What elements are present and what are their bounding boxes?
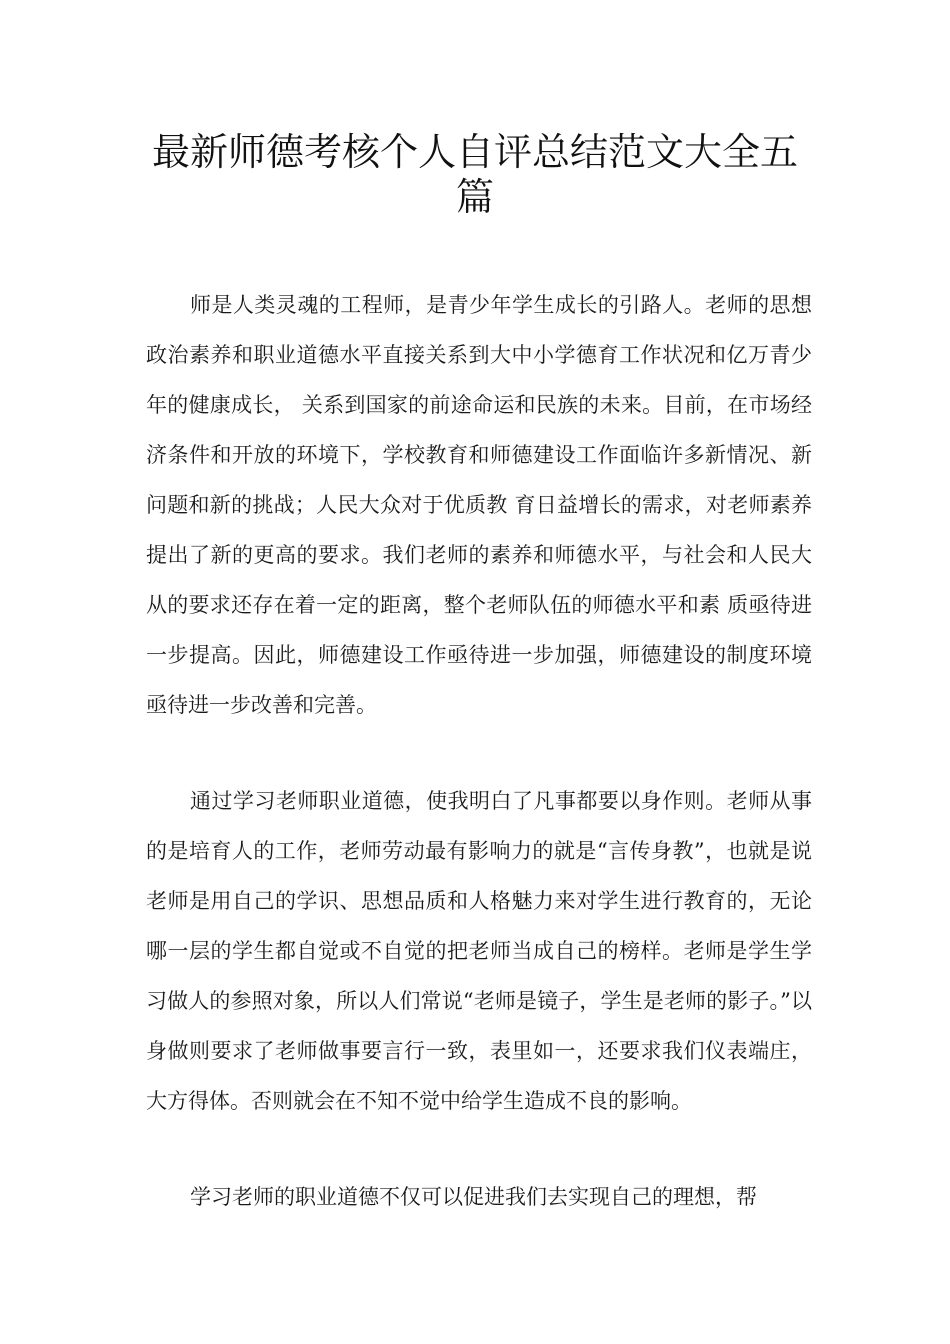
paragraph-1-block (146, 280, 812, 730)
paragraph-1: 师是人类灵魂的工程师，是青少年学生成长的引路人。老师的思想政治素养和职业道德水平直接关系到大中小学德育工作状况和亿万青少年的健康成长， 关系到国家的前途命运和民族的未来。目前，在市场经济条件和开放的环境下，学校教育和师德建设工作面临许多新情况、新问题和新的挑战；人民大众对于优质教 育日益增长的需求，对老师素养提出了新的更高的要求。我们老师的素养和师德水平，与社会和人民大从的要求还存在着一定的距离，整个老师队伍的师德水平和素 质亟待进一步提高。因此，师德建设工作亟待进一步加强，师德建设的制度环境亟待进一步改善和完善。 (146, 293, 812, 717)
paragraph-3: 学习老师的职业道德不仅可以促进我们去实现自己的理想，帮 (190, 1185, 757, 1209)
paragraph-2: 通过学习老师职业道德，使我明白了凡事都要以身作则。老师从事的是培育人的工作，老师劳动最有影响力的就是“言传身教”，也就是说老师是用自己的学识、思想品质和人格魅力来对学生进行教育的，无论哪一层的学生都自觉或不自觉的把老师当成自己的榜样。老师是学生学习做人的参照对象，所以人们常说“老师是镜子，学生是老师的影子。”以身做则要求了老师做事要言行一致，表里如一，还要求我们仪表端庄，大方得体。否则就会在不知不觉中给学生造成不良的影响。 (146, 789, 812, 1113)
paragraph-2-block (146, 776, 812, 1126)
paragraph-3-block (146, 1172, 812, 1222)
document-title: 最新师德考核个人自评总结范文大全五篇 (151, 130, 798, 219)
